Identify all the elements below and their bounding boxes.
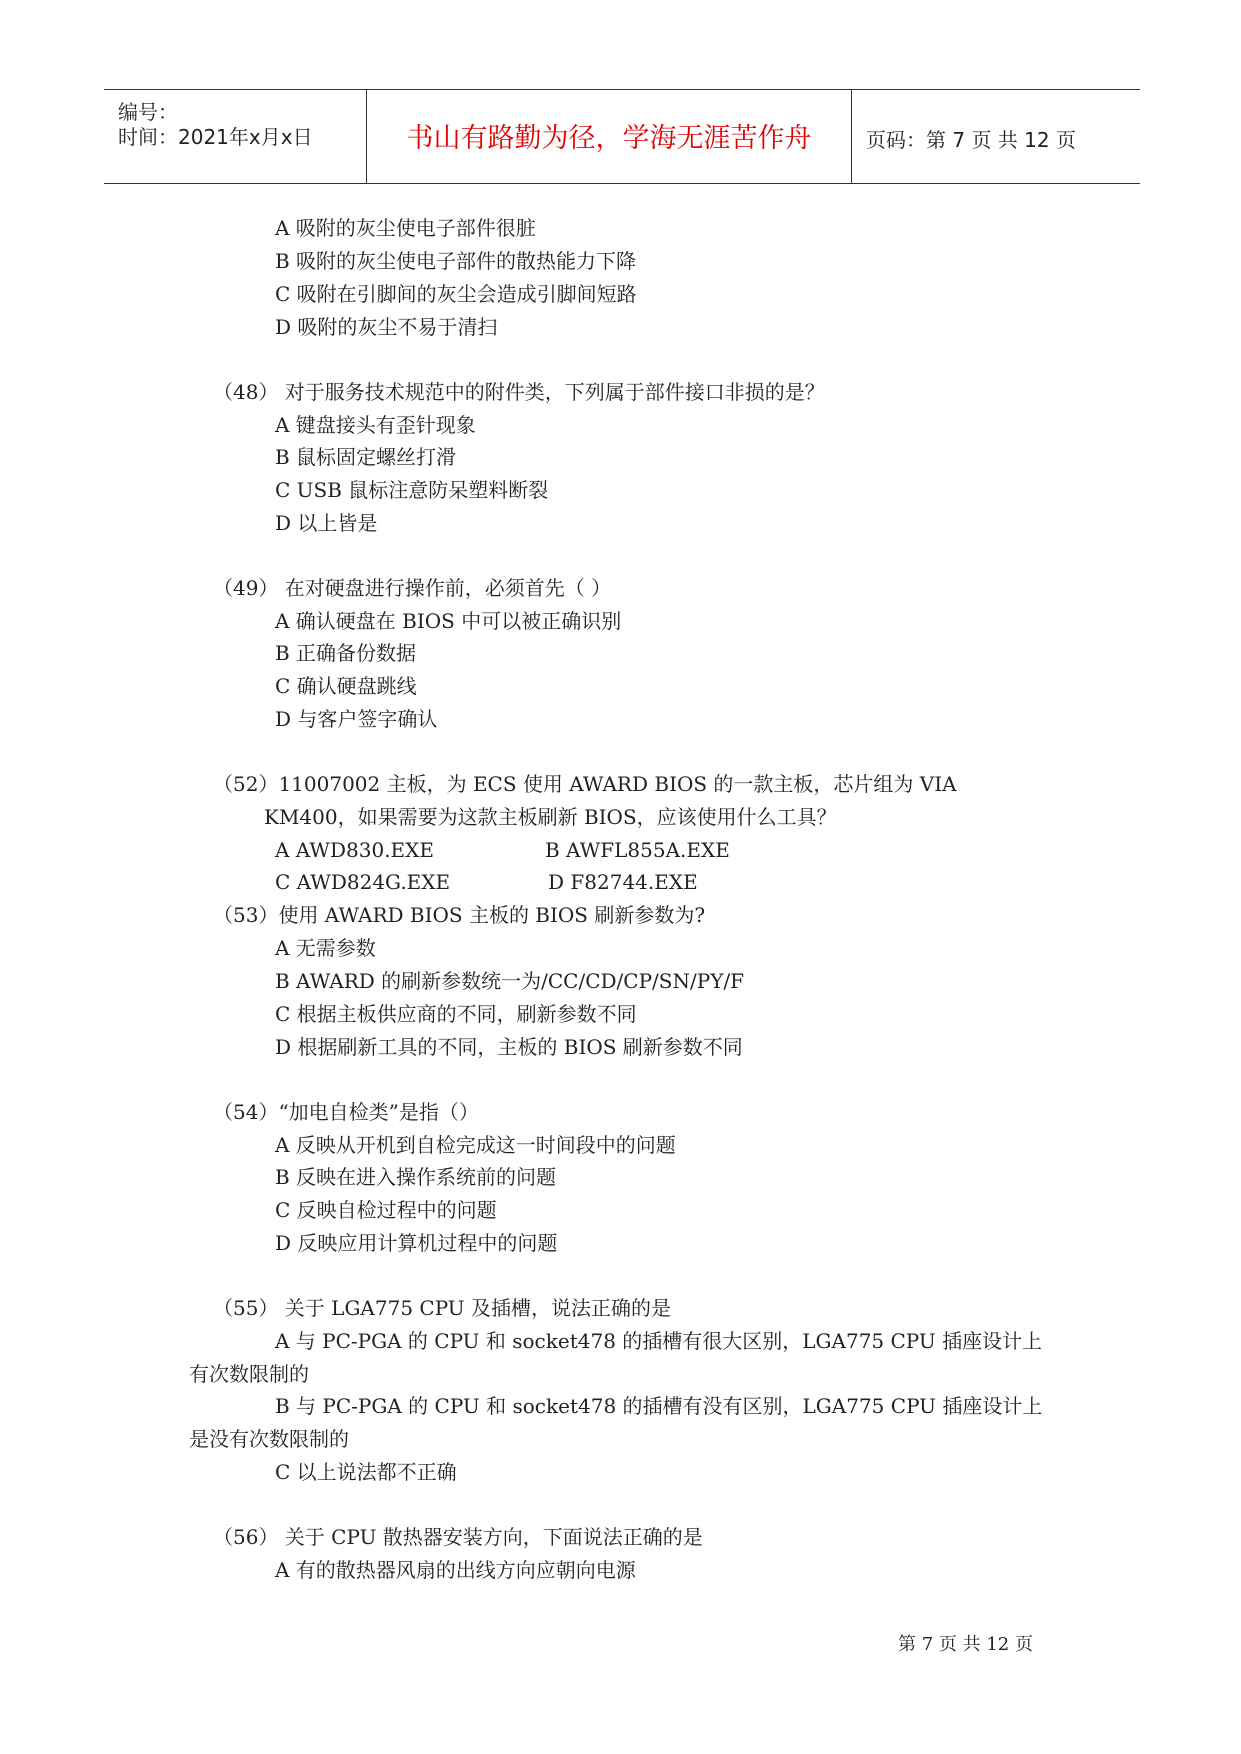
option-line: B AWARD 的刷新参数统一为/CC/CD/CP/SN/PY/F (275, 969, 745, 993)
option-line: D F82744.EXE (548, 870, 698, 894)
option-line: D 以上皆是 (275, 511, 378, 535)
option-line: A 有的散热器风扇的出线方向应朝向电源 (275, 1558, 636, 1582)
option-line: C 确认硬盘跳线 (275, 674, 417, 698)
option-line: B 反映在进入操作系统前的问题 (275, 1165, 557, 1189)
header-middle-cell (367, 90, 852, 183)
option-line: D 根据刷新工具的不同，主板的 BIOS 刷新参数不同 (275, 1035, 743, 1059)
header-left-cell (104, 90, 367, 183)
option-line: A 反映从开机到自检完成这一时间段中的问题 (275, 1133, 676, 1157)
question-55: （55） 关于 LGA775 CPU 及插槽，说法正确的是 (213, 1296, 672, 1320)
page-header (104, 89, 1140, 184)
option-line: B 正确备份数据 (275, 641, 417, 665)
option-line: B AWFL855A.EXE (545, 838, 730, 862)
document-time-label: 时间：2021年x月x日 (118, 125, 313, 149)
option-line: A 键盘接头有歪针现象 (275, 413, 476, 437)
option-line: A 无需参数 (275, 936, 376, 960)
option-line: A 与 PC-PGA 的 CPU 和 socket478 的插槽有很大区别，LGA775 CPU 插座设计上 (275, 1329, 1043, 1353)
question-48: （48） 对于服务技术规范中的附件类，下列属于部件接口非损的是？ (213, 380, 825, 404)
question-52-continued: KM400，如果需要为这款主板刷新 BIOS，应该使用什么工具？ (264, 805, 837, 829)
option-line: D 反映应用计算机过程中的问题 (275, 1231, 558, 1255)
option-line: D 与客户签字确认 (275, 707, 438, 731)
option-line: A AWD830.EXE (275, 838, 434, 862)
document-number-label: 编号： (118, 100, 178, 124)
option-line: C 反映自检过程中的问题 (275, 1198, 497, 1222)
option-line-continued: 有次数限制的 (189, 1362, 309, 1386)
option-line: C 根据主板供应商的不同，刷新参数不同 (275, 1002, 637, 1026)
option-line: D 吸附的灰尘不易于清扫 (275, 315, 498, 339)
option-line: C AWD824G.EXE (275, 870, 451, 894)
header-motto: 书山有路勤为径，学海无涯苦作舟 (406, 123, 812, 154)
option-line: C 以上说法都不正确 (275, 1460, 457, 1484)
option-line-continued: 是没有次数限制的 (189, 1427, 349, 1451)
header-page-info: 页码：第 7 页 共 12 页 (866, 128, 1076, 152)
question-56: （56） 关于 CPU 散热器安装方向，下面说法正确的是 (213, 1525, 703, 1549)
question-52: （52）11007002 主板，为 ECS 使用 AWARD BIOS 的一款主板，芯片组为 VIA (213, 772, 957, 796)
option-line: C USB 鼠标注意防呆塑料断裂 (275, 478, 549, 502)
option-line: A 确认硬盘在 BIOS 中可以被正确识别 (275, 609, 622, 633)
option-line: B 与 PC-PGA 的 CPU 和 socket478 的插槽有没有区别，LGA775 CPU 插座设计上 (275, 1394, 1043, 1418)
option-line: B 鼠标固定螺丝打滑 (275, 445, 457, 469)
question-49: （49） 在对硬盘进行操作前，必须首先（ ） (213, 576, 612, 600)
question-54: （54）“加电自检类”是指（） (213, 1100, 479, 1124)
option-line: C 吸附在引脚间的灰尘会造成引脚间短路 (275, 282, 637, 306)
header-right-cell (852, 90, 1140, 183)
question-53: （53）使用 AWARD BIOS 主板的 BIOS 刷新参数为? (213, 903, 706, 927)
option-line: B 吸附的灰尘使电子部件的散热能力下降 (275, 249, 637, 273)
option-line: A 吸附的灰尘使电子部件很脏 (275, 216, 536, 240)
page-footer: 第 7 页 共 12 页 (898, 1634, 1033, 1655)
